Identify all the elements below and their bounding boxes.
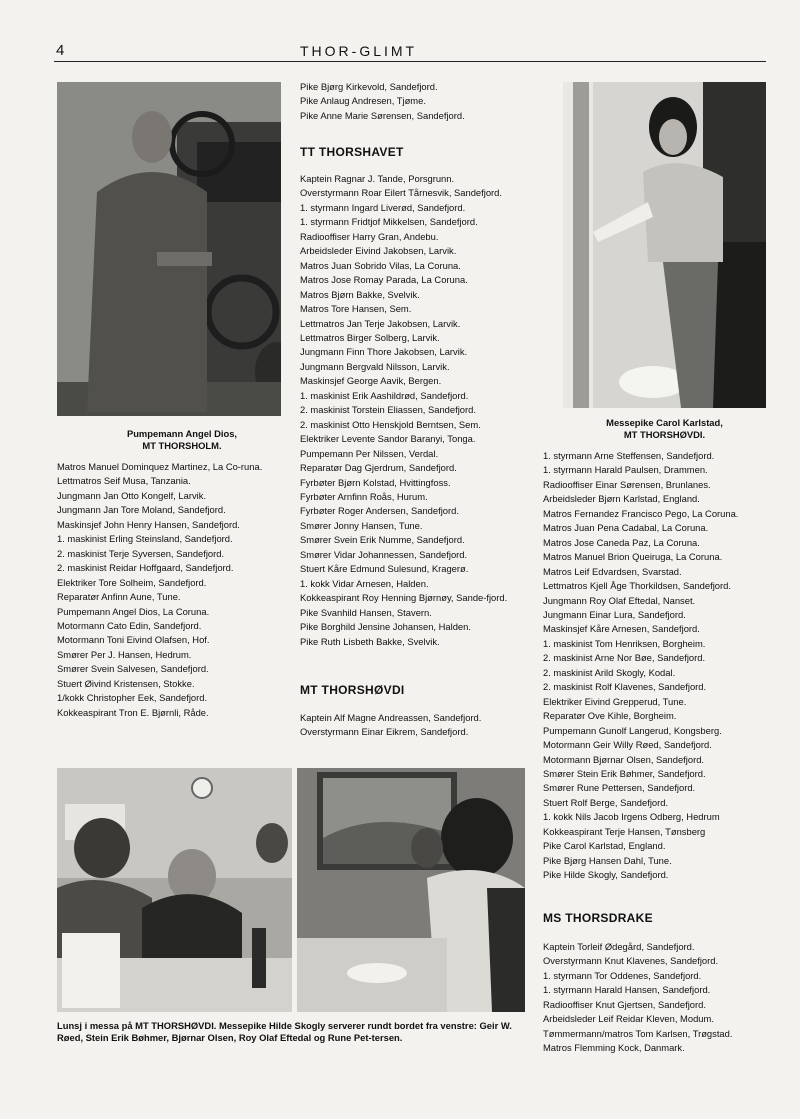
list-item: 1. styrmann Arne Steffensen, Sandefjord. bbox=[543, 450, 715, 461]
list-item: Pike Hilde Skogly, Sandefjord. bbox=[543, 869, 669, 881]
list-item: Matros Juan Sobrido Vilas, La Coruna. bbox=[300, 259, 461, 271]
heading-thorshavet: TT THORSHAVET bbox=[300, 145, 404, 159]
caption-dios bbox=[57, 428, 307, 452]
list-item: Matros Juan Pena Cadabal, La Coruna. bbox=[543, 522, 709, 534]
list-item: 2. maskinist Otto Henskjold Berntsen, Sem. bbox=[300, 418, 481, 430]
list-item: Lettmatros Birger Solberg, Larvik. bbox=[300, 331, 440, 343]
caption-dios-line2: MT THORSHOLM. bbox=[142, 439, 222, 451]
photo-messa-right bbox=[297, 768, 525, 1012]
list-item: Maskinsjef Kåre Arnesen, Sandefjord. bbox=[543, 623, 700, 635]
list-item: 2. maskinist Terje Syversen, Sandefjord. bbox=[57, 547, 225, 559]
list-item: 2. maskinist Rolf Klavenes, Sandefjord. bbox=[543, 681, 707, 693]
list-item: 1. styrmann Ingard Liverød, Sandefjord. bbox=[300, 201, 466, 213]
list-item: Pike Borghild Jensine Johansen, Halden. bbox=[300, 621, 471, 633]
list-item: Pumpemann Gunolf Langerud, Kongsberg. bbox=[543, 724, 722, 736]
list-item: Radiooffiser Harry Gran, Andebu. bbox=[300, 230, 439, 242]
list-item: Kaptein Ragnar J. Tande, Porsgrunn. bbox=[300, 173, 455, 184]
list-item: Smører Jonny Hansen, Tune. bbox=[300, 519, 423, 531]
list-item: Jungmann Finn Thore Jakobsen, Larvik. bbox=[300, 346, 468, 358]
crew-list-thorshavet bbox=[300, 172, 528, 649]
list-item: Lettmatros Kjell Åge Thorkildsen, Sandefjord. bbox=[543, 580, 731, 592]
list-item: Maskinsjef John Henry Hansen, Sandefjord. bbox=[57, 518, 240, 530]
list-item: 1. maskinist Tom Henriksen, Borgheim. bbox=[543, 637, 706, 649]
list-item: Tømmermann/matros Tom Karlsen, Trøgstad. bbox=[543, 1027, 733, 1039]
caption-messa: Lunsj i messa på MT THORSHØVDI. Messepike Hilde Skogly serverer rundt bordet fra venstre: Geir W. Røed, Stein Erik Bøhmer, Bjørnar Olsen, Roy Olaf Eftedal og Rune Pet-tersen. bbox=[57, 1020, 512, 1043]
list-item: Kaptein Torleif Ødegård, Sandefjord. bbox=[543, 941, 695, 952]
list-item: Motormann Cato Edin, Sandefjord. bbox=[57, 619, 202, 631]
caption-dios-line1: Pumpemann Angel Dios, bbox=[126, 428, 238, 439]
list-item: Radiooffiser Einar Sørensen, Brunlanes. bbox=[543, 478, 711, 490]
list-item: Smører Stein Erik Bøhmer, Sandefjord. bbox=[543, 767, 706, 779]
photo-pumpman-dios bbox=[57, 82, 281, 416]
list-item: Overstyrmann Knut Klavenes, Sandefjord. bbox=[543, 955, 719, 967]
list-item: Maskinsjef George Aavik, Bergen. bbox=[300, 375, 442, 387]
list-item: Motormann Bjørnar Olsen, Sandefjord. bbox=[543, 753, 705, 765]
crew-list-thorsholm-pikes bbox=[300, 80, 540, 123]
list-item: Pike Anlaug Andresen, Tjøme. bbox=[300, 95, 426, 107]
list-item: Smører Per J. Hansen, Hedrum. bbox=[57, 648, 192, 660]
list-item: Pumpemann Per Nilssen, Verdal. bbox=[300, 447, 439, 459]
list-item: 1. kokk Nils Jacob Irgens Odberg, Hedrum bbox=[543, 811, 720, 823]
list-item: 1. maskinist Erik Aashildrød, Sandefjord. bbox=[300, 389, 469, 401]
list-item: Jungmann Bergvald Nilsson, Larvik. bbox=[300, 360, 450, 372]
crew-list-thorshovdi-cont bbox=[543, 449, 768, 883]
list-item: 1. maskinist Erling Steinsland, Sandefjord. bbox=[57, 533, 233, 545]
header-rule bbox=[54, 61, 766, 62]
list-item: 1. styrmann Harald Paulsen, Drammen. bbox=[543, 464, 708, 476]
list-item: Pike Anne Marie Sørensen, Sandefjord. bbox=[300, 109, 465, 121]
list-item: Lettmatros Jan Terje Jakobsen, Larvik. bbox=[300, 317, 461, 329]
list-item: 1. styrmann Fridtjof Mikkelsen, Sandefjord. bbox=[300, 216, 478, 228]
list-item: Reparatør Dag Gjerdrum, Sandefjord. bbox=[300, 462, 457, 474]
list-item: Kokkeaspirant Tron E. Bjørnli, Råde. bbox=[57, 706, 209, 718]
list-item: Kokkeaspirant Roy Henning Bjørnøy, Sande-fjord. bbox=[300, 592, 508, 604]
list-item: Smører Rune Pettersen, Sandefjord. bbox=[543, 782, 696, 794]
photo-messa-left bbox=[57, 768, 292, 1012]
list-item: Matros Bjørn Bakke, Svelvik. bbox=[300, 288, 420, 300]
list-item: Overstyrmann Einar Eikrem, Sandefjord. bbox=[300, 726, 469, 738]
list-item: Pike Carol Karlstad, England. bbox=[543, 840, 666, 852]
crew-list-thorsdrake bbox=[543, 940, 768, 1056]
list-item: Matros Leif Edvardsen, Svarstad. bbox=[543, 565, 682, 577]
caption-karlstad bbox=[563, 417, 766, 441]
list-item: Pumpemann Angel Dios, La Coruna. bbox=[57, 605, 210, 617]
list-item: Jungmann Jan Otto Kongelf, Larvik. bbox=[57, 489, 207, 501]
caption-karlstad-line2: MT THORSHØVDI. bbox=[623, 428, 706, 440]
caption-karlstad-line1: Messepike Carol Karlstad, bbox=[606, 417, 723, 428]
list-item: Jungmann Jan Tore Moland, Sandefjord. bbox=[57, 504, 226, 516]
heading-thorsdrake: MS THORSDRAKE bbox=[543, 911, 653, 925]
list-item: Pike Svanhild Hansen, Stavern. bbox=[300, 606, 432, 618]
list-item: 2. maskinist Reidar Hoffgaard, Sandefjord. bbox=[57, 562, 234, 574]
list-item: 1. styrmann Tor Oddenes, Sandefjord. bbox=[543, 969, 702, 981]
list-item: Jungmann Roy Olaf Eftedal, Nanset. bbox=[543, 594, 696, 606]
list-item: Kokkeaspirant Terje Hansen, Tønsberg bbox=[543, 825, 706, 837]
list-item: Matros Tore Hansen, Sem. bbox=[300, 303, 412, 315]
list-item: 1/kokk Christopher Eek, Sandefjord. bbox=[57, 692, 208, 704]
list-item: Radiooffiser Knut Gjertsen, Sandefjord. bbox=[543, 998, 706, 1010]
list-item: Matros Fernandez Francisco Pego, La Coruna. bbox=[543, 507, 739, 519]
list-item: Smører Svein Erik Numme, Sandefjord. bbox=[300, 534, 465, 546]
list-item: Motormann Toni Eivind Olafsen, Hof. bbox=[57, 634, 210, 646]
list-item: Fyrbøter Roger Andersen, Sandefjord. bbox=[300, 505, 459, 517]
photo-messepike-karlstad bbox=[563, 82, 766, 408]
list-item: Lettmatros Seif Musa, Tanzania. bbox=[57, 475, 191, 487]
page-number: 4 bbox=[56, 42, 65, 59]
list-item: Overstyrmann Roar Eilert Tårnesvik, Sandefjord. bbox=[300, 187, 502, 199]
list-item: Smører Svein Salvesen, Sandefjord. bbox=[57, 663, 209, 675]
list-item: Stuert Øivind Kristensen, Stokke. bbox=[57, 677, 195, 689]
list-item: Reparatør Ove Kihle, Borgheim. bbox=[543, 710, 677, 722]
list-item: Matros Manuel Brion Queiruga, La Coruna. bbox=[543, 551, 723, 563]
list-item: Elektriker Eivind Grepperud, Tune. bbox=[543, 695, 687, 707]
list-item: Pike Ruth Lisbeth Bakke, Svelvik. bbox=[300, 635, 440, 647]
list-item: 2. maskinist Arne Nor Bøe, Sandefjord. bbox=[543, 652, 706, 664]
heading-thorshovdi: MT THORSHØVDI bbox=[300, 683, 405, 697]
list-item: Stuert Kåre Edmund Sulesund, Kragerø. bbox=[300, 563, 469, 575]
list-item: 1. styrmann Harald Hansen, Sandefjord. bbox=[543, 984, 711, 996]
list-item: Arbeidsleder Bjørn Karlstad, England. bbox=[543, 493, 700, 505]
list-item: Matros Manuel Dominquez Martinez, La Co-runa. bbox=[57, 461, 263, 472]
list-item: Stuert Rolf Berge, Sandefjord. bbox=[543, 796, 669, 808]
list-item: 2. maskinist Torstein Eliassen, Sandefjord. bbox=[300, 404, 476, 416]
crew-list-thorsholm-cont bbox=[57, 460, 287, 720]
masthead: THOR-GLIMT bbox=[300, 43, 418, 59]
list-item: Reparatør Anfinn Aune, Tune. bbox=[57, 591, 181, 603]
list-item: Matros Flemming Kock, Danmark. bbox=[543, 1042, 685, 1054]
list-item: Motormann Geir Willy Røed, Sandefjord. bbox=[543, 739, 712, 751]
list-item: Matros Jose Caneda Paz, La Coruna. bbox=[543, 536, 700, 548]
list-item: Fyrbøter Bjørn Kolstad, Hvittingfoss. bbox=[300, 476, 451, 488]
list-item: Pike Bjørg Kirkevold, Sandefjord. bbox=[300, 81, 438, 92]
list-item: Fyrbøter Arnfinn Roås, Hurum. bbox=[300, 490, 428, 502]
crew-list-thorshovdi-start bbox=[300, 711, 528, 740]
list-item: 2. maskinist Arild Skogly, Kodal. bbox=[543, 666, 676, 678]
list-item: Elektriker Tore Solheim, Sandefjord. bbox=[57, 576, 207, 588]
list-item: Smører Vidar Johannessen, Sandefjord. bbox=[300, 548, 468, 560]
list-item: 1. kokk Vidar Arnesen, Halden. bbox=[300, 577, 429, 589]
list-item: Matros Jose Romay Parada, La Coruna. bbox=[300, 274, 468, 286]
list-item: Pike Bjørg Hansen Dahl, Tune. bbox=[543, 854, 672, 866]
list-item: Arbeidsleder Eivind Jakobsen, Larvik. bbox=[300, 245, 457, 257]
list-item: Arbeidsleder Leif Reidar Kleven, Modum. bbox=[543, 1013, 714, 1025]
list-item: Kaptein Alf Magne Andreassen, Sandefjord. bbox=[300, 712, 482, 723]
list-item: Jungmann Einar Lura, Sandefjord. bbox=[543, 608, 686, 620]
list-item: Elektriker Levente Sandor Baranyi, Tonga. bbox=[300, 433, 476, 445]
